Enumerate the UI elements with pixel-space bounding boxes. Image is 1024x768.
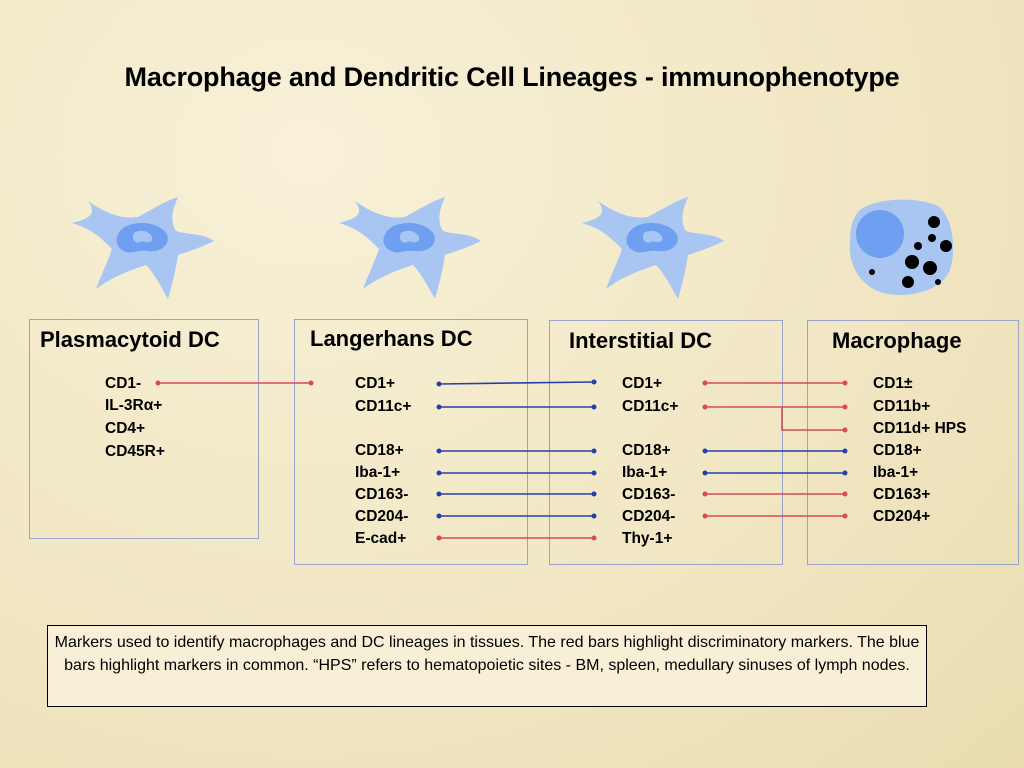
plasmacytoid-marker-cd4: CD4+ (105, 420, 146, 437)
interstitial-marker-iba1: Iba-1+ (622, 464, 668, 481)
macrophage-marker-iba1: Iba-1+ (873, 464, 919, 481)
interstitial-marker-cd18: CD18+ (622, 442, 671, 459)
langerhans-dc-title: Langerhans DC (310, 326, 473, 351)
link-ecad-thy1 (437, 536, 597, 541)
langerhans-marker-iba1: Iba-1+ (355, 464, 401, 481)
link-cd1-langerhans-interstitial (437, 380, 597, 387)
interstitial-marker-cd163: CD163- (622, 486, 676, 503)
link-cd204-interstitial-macrophage (703, 514, 848, 519)
macrophage-marker-cd204: CD204+ (873, 508, 931, 525)
langerhans-marker-ecad: E-cad+ (355, 530, 407, 547)
link-cd163-interstitial-macrophage (703, 492, 848, 497)
link-cd18-langerhans-interstitial (437, 449, 597, 454)
diagram-title: Macrophage and Dendritic Cell Lineages - immunophenotype (124, 62, 900, 92)
plasmacytoid-marker-cd1: CD1- (105, 375, 142, 392)
link-cd1-plasmacytoid-langerhans (156, 381, 314, 386)
macrophage-marker-cd1: CD1± (873, 375, 913, 392)
langerhans-marker-cd18: CD18+ (355, 442, 404, 459)
link-cd163-langerhans-interstitial (437, 492, 597, 497)
macrophage-marker-cd163: CD163+ (873, 486, 931, 503)
link-cd18-interstitial-macrophage (703, 449, 848, 454)
link-cd11c-cd11d-hps (782, 407, 848, 433)
interstitial-marker-cd1: CD1+ (622, 375, 663, 392)
langerhans-marker-cd204: CD204- (355, 508, 409, 525)
macrophage-title: Macrophage (832, 328, 962, 353)
langerhans-marker-cd1: CD1+ (355, 375, 396, 392)
plasmacytoid-marker-cd45r: CD45R+ (105, 443, 165, 460)
link-iba1-interstitial-macrophage (703, 471, 848, 476)
interstitial-marker-cd11c: CD11c+ (622, 398, 679, 415)
link-cd11c-langerhans-interstitial (437, 405, 597, 410)
plasmacytoid-marker-il3ra: IL-3Rα+ (105, 397, 163, 414)
macrophage-marker-cd11b: CD11b+ (873, 398, 931, 415)
interstitial-marker-thy1: Thy-1+ (622, 530, 673, 547)
plasmacytoid-dc-title: Plasmacytoid DC (40, 327, 220, 352)
link-cd1-interstitial-macrophage (703, 381, 848, 386)
macrophage-marker-cd11d-hps: CD11d+ HPS (873, 420, 967, 437)
interstitial-dc-title: Interstitial DC (569, 328, 713, 353)
macrophage-marker-cd18: CD18+ (873, 442, 922, 459)
langerhans-marker-cd163: CD163- (355, 486, 409, 503)
caption-box: Markers used to identify macrophages and DC lineages in tissues. The red bars highlight discriminatory markers. The blue bars highlight markers in common. “HPS” refers to hematopoietic sites - BM, spleen, medullary sinuses of lymph nodes. (47, 625, 927, 707)
link-iba1-langerhans-interstitial (437, 471, 597, 476)
interstitial-marker-cd204: CD204- (622, 508, 676, 525)
link-cd204-langerhans-interstitial (437, 514, 597, 519)
langerhans-marker-cd11c: CD11c+ (355, 398, 412, 415)
link-cd11c-cd11b (703, 405, 848, 410)
